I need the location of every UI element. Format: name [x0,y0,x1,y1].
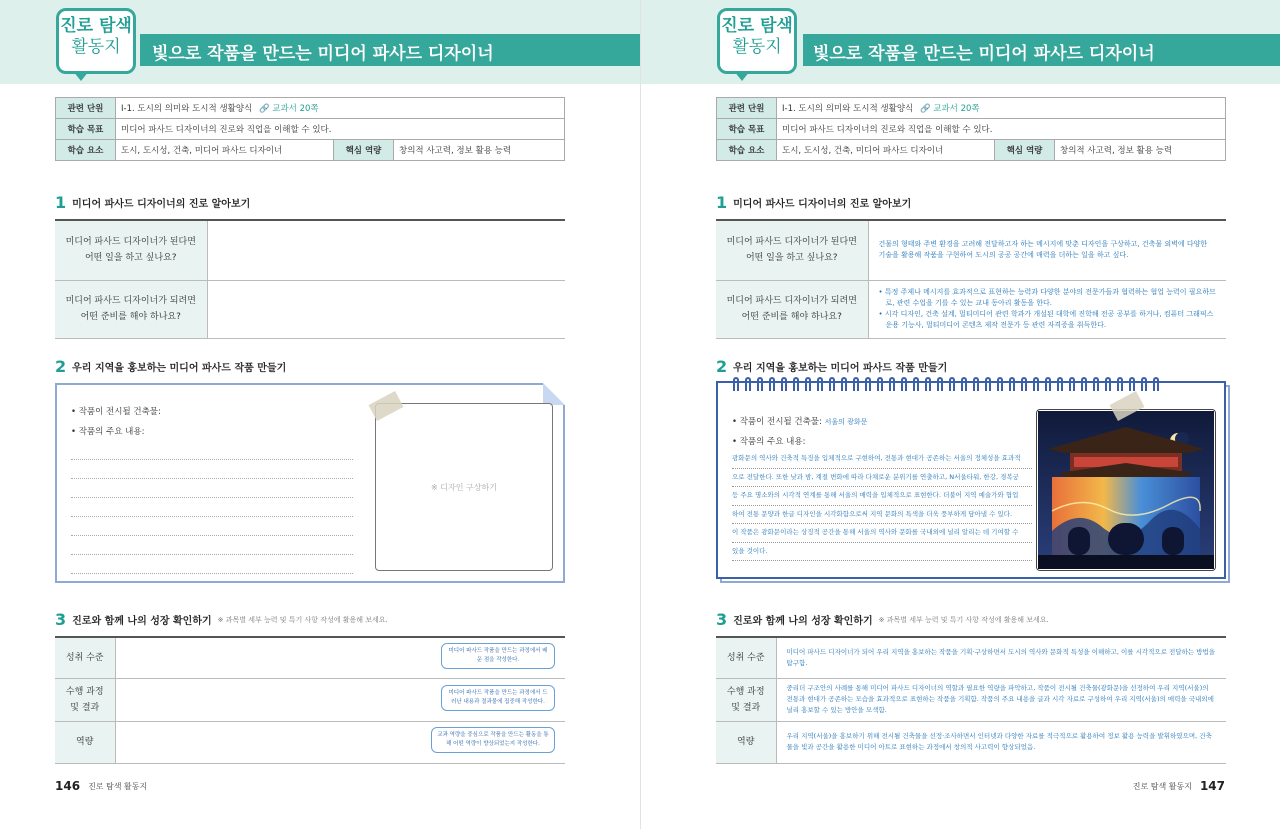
section1-title [716,193,911,212]
work-description[interactable] [732,450,1032,561]
question2-line1: 미디어 파사드 디자이너가 되려면 [65,296,196,306]
content-label: • 작품의 주요 내용: [71,427,145,437]
career-question-table [55,219,565,339]
section-number: 3 [55,610,67,629]
goal-label: 학습 목표 [717,119,777,140]
question2-line2: 어떤 준비를 해야 하나요? [741,312,842,322]
section3-title [716,610,1049,629]
section-title-text: 미디어 파사드 디자이너의 진로 알아보기 [733,199,912,210]
section2-title [716,357,947,376]
question1-line2: 어떤 일을 하고 싶나요? [745,253,838,264]
section2-title [55,357,286,376]
page-footer [55,779,147,793]
section-number: 3 [716,610,728,629]
design-placeholder: ※ 디자인 구상하기 [431,482,497,492]
unit-value: I-1. 도시의 의미와 도시적 생활양식 [121,104,253,114]
answer2-item: • 시각 디자인, 건축 설계, 멀티미디어 관련 학과가 개설된 대학에 진학해 전공 공부를 하거나, 컴퓨터 그래픽스 운용 기능사, 멀티미디어 콘텐츠 제작 전문가 등 관련 자격증을 취득한다. [878,310,1214,329]
growth-table [716,636,1226,764]
core-label: 핵심 역량 [995,140,1055,161]
answer2-field[interactable] [868,280,1226,338]
badge-line2: 활동지 [71,37,121,57]
elem-label: 학습 요소 [56,140,116,161]
work-line: 광화문의 역사와 건축적 특징을 입체적으로 구현하여, 전통과 현대가 공존하는 서울의 정체성을 효과적 [732,450,1032,469]
row-process-label-line1: 수행 과정 [726,686,765,697]
section-note: ※ 과목별 세부 능력 및 특기 사항 작성에 활용해 보세요. [878,615,1049,624]
row-competency-label: 역량 [716,721,776,763]
goal-value: 미디어 파사드 디자이너의 진로와 직업을 이해할 수 있다. [116,119,565,140]
section-number: 1 [716,193,728,212]
footer-label: 진로 탐색 활동지 [88,781,148,791]
section-number: 2 [55,357,67,376]
row-process-label-line2: 및 결과 [731,702,761,713]
row-process-label [716,678,776,721]
writing-lines[interactable] [71,441,353,574]
section-title-text: 진로와 함께 나의 성장 확인하기 [72,616,212,627]
work-line: 하여 전통 문양과 한글 디자인을 시각화함으로써 지역 문화의 특색을 더욱 풍부하게 담아낼 수 있다. [732,506,1032,525]
content-label: • 작품의 주요 내용: [732,437,806,447]
corner-fold [543,383,565,405]
building-value[interactable]: 서울의 광화문 [824,418,868,426]
question1-line1: 미디어 파사드 디자이너가 된다면 [65,237,196,248]
question1 [55,220,207,280]
growth-table [55,636,565,764]
artwork-board [55,383,565,583]
question1 [716,220,868,280]
row-competency-label: 역량 [55,721,115,763]
goal-value: 미디어 파사드 디자이너의 진로와 직업을 이해할 수 있다. [777,119,1226,140]
page-title: 빛으로 작품을 만드는 미디어 파사드 디자이너 [813,44,1155,64]
artwork-notebook [716,381,1226,579]
guide-bubble: 미디어 파사드 작품을 만드는 과정에서 드러난 내용과 결과물에 집중해 작성한다. [441,685,555,711]
row-process-label-line2: 및 결과 [70,702,100,713]
design-frame[interactable] [375,403,553,571]
answer1-field[interactable] [207,220,565,280]
info-table [716,97,1226,161]
unit-ref[interactable]: 교과서 20쪽 [272,104,319,114]
unit-ref[interactable]: 교과서 20쪽 [933,104,980,114]
guide-bubble: 교과 역량을 중심으로 작품을 만드는 활동을 통해 어떤 역량이 향상되었는지 작성한다. [431,727,555,753]
row-competency-field[interactable]: 우리 지역(서울)을 홍보하기 위해 전시될 건축물을 선정·조사하면서 인터넷과 다양한 자료를 적극적으로 활용하여 정보 활용 능력을 발휘하였으며, 건축물을 빛과 공간을 활용한 미디어 아트로 표현하는 과정에서 창의적 사고력이 향상되었음. [776,721,1226,763]
section1-title [55,193,250,212]
row-process-field[interactable] [115,678,565,721]
section-title-text: 미디어 파사드 디자이너의 진로 알아보기 [72,199,251,210]
question2 [716,280,868,338]
elem-value: 도시, 도시성, 건축, 미디어 파사드 디자이너 [777,140,995,161]
badge-line2: 활동지 [732,37,782,57]
core-value: 창의적 사고력, 정보 활용 능력 [1055,140,1226,161]
page-number: 146 [55,779,81,793]
section-title-text: 진로와 함께 나의 성장 확인하기 [733,616,873,627]
section-title-text: 우리 지역을 홍보하는 미디어 파사드 작품 만들기 [72,363,287,374]
badge-line1: 진로 탐색 [721,16,793,36]
core-value: 창의적 사고력, 정보 활용 능력 [394,140,565,161]
goal-label: 학습 목표 [56,119,116,140]
page-title: 빛으로 작품을 만드는 미디어 파사드 디자이너 [152,44,494,64]
notebook-rings [733,377,1159,391]
row-competency-field[interactable] [115,721,565,763]
question2 [55,280,207,338]
row-achievement-label: 성취 수준 [716,637,776,678]
building-label-text: • 작품이 전시될 건축물: [732,417,822,427]
row-achievement-label: 성취 수준 [55,637,115,678]
section-number: 1 [55,193,67,212]
section3-title [55,610,388,629]
unit-label: 관련 단원 [56,98,116,119]
design-frame [1036,409,1216,571]
work-line: 으로 전달한다. 또한 낮과 밤, 계절 변화에 따라 다채로운 분위기를 연출하고, N서울타워, 한강, 경복궁 [732,469,1032,488]
career-question-table [716,219,1226,339]
answer2-field[interactable] [207,280,565,338]
row-process-label [55,678,115,721]
question2-line2: 어떤 준비를 해야 하나요? [80,312,181,322]
guide-bubble: 미디어 파사드 작품을 만드는 과정에서 배운 점을 작성한다. [441,643,555,669]
building-label [732,415,867,427]
work-line: 있을 것이다. [732,543,1032,562]
core-label: 핵심 역량 [334,140,394,161]
section-number: 2 [716,357,728,376]
unit-label: 관련 단원 [717,98,777,119]
elem-label: 학습 요소 [717,140,777,161]
page-number: 147 [1199,779,1225,793]
work-line: 이 작품은 광화문이라는 상징적 공간을 통해 서울의 역사와 문화를 국내외에 널리 알리는 데 기여할 수 [732,524,1032,543]
row-process-label-line1: 수행 과정 [65,686,104,697]
work-line: 등 주요 명소와의 시각적 연계를 통해 서울의 매력을 입체적으로 표현한다. 더불어 지역 예술가와 협업 [732,487,1032,506]
section-note: ※ 과목별 세부 능력 및 특기 사항 작성에 활용해 보세요. [217,615,388,624]
unit-value: I-1. 도시의 의미와 도시적 생활양식 [782,104,914,114]
activity-badge [56,8,136,74]
right-page [640,0,1280,829]
link-icon: 🔗 [258,104,270,114]
answer2-item: • 특정 주제나 메시지를 효과적으로 표현하는 능력과 다양한 분야의 전문가들과 협력하는 협업 능력이 필요하므로, 관련 수업을 기를 수 있는 교내 동아리 활동을 한다. [878,288,1216,307]
badge-line1: 진로 탐색 [60,16,132,36]
question2-line1: 미디어 파사드 디자이너가 되려면 [726,296,857,306]
answer1-field[interactable]: 건물의 형태와 주변 환경을 고려해 전달하고자 하는 메시지에 맞춘 디자인을 구상하고, 건축물 외벽에 다양한 기술을 활용해 작품을 구현하여 도시의 공공 공간에 매력을 더하는 일을 하고 싶다. [868,220,1226,280]
section-title-text: 우리 지역을 홍보하는 미디어 파사드 작품 만들기 [733,363,948,374]
activity-badge [717,8,797,74]
page-footer [1133,779,1225,793]
row-achievement-field[interactable] [115,637,565,678]
link-icon: 🔗 [919,104,931,114]
question1-line2: 어떤 일을 하고 싶나요? [84,253,177,264]
footer-label: 진로 탐색 활동지 [1132,781,1192,791]
elem-value: 도시, 도시성, 건축, 미디어 파사드 디자이너 [116,140,334,161]
gwanghwamun-media-facade-image [1038,411,1214,569]
row-achievement-field[interactable]: 미디어 파사드 디자이너가 되어 우리 지역을 홍보하는 작품을 기획·구상하면서 도시의 역사와 문화적 특성을 이해하고, 이를 시각적으로 전달하는 방법을 탐구함. [776,637,1226,678]
question1-line1: 미디어 파사드 디자이너가 된다면 [726,237,857,248]
row-process-field[interactable]: 중리더 구조안의 사례를 통해 미디어 파사드 디자이너의 역할과 필요한 역량을 파악하고, 작품이 전시될 건축물(광화문)을 선정하여 우리 지역(서울)의 전통과 현대가 공존하는 모습을 효과적으로 표현하는 작품을 기획함. 작품의 주요 내용을 글과 시각 자료로 구성하여 우리 지역(서울)의 매력을 국내외에 널리 홍보할 수 있는 방안을 모색함. [776,678,1226,721]
info-table [55,97,565,161]
building-label: • 작품이 전시될 건축물: [71,407,161,417]
